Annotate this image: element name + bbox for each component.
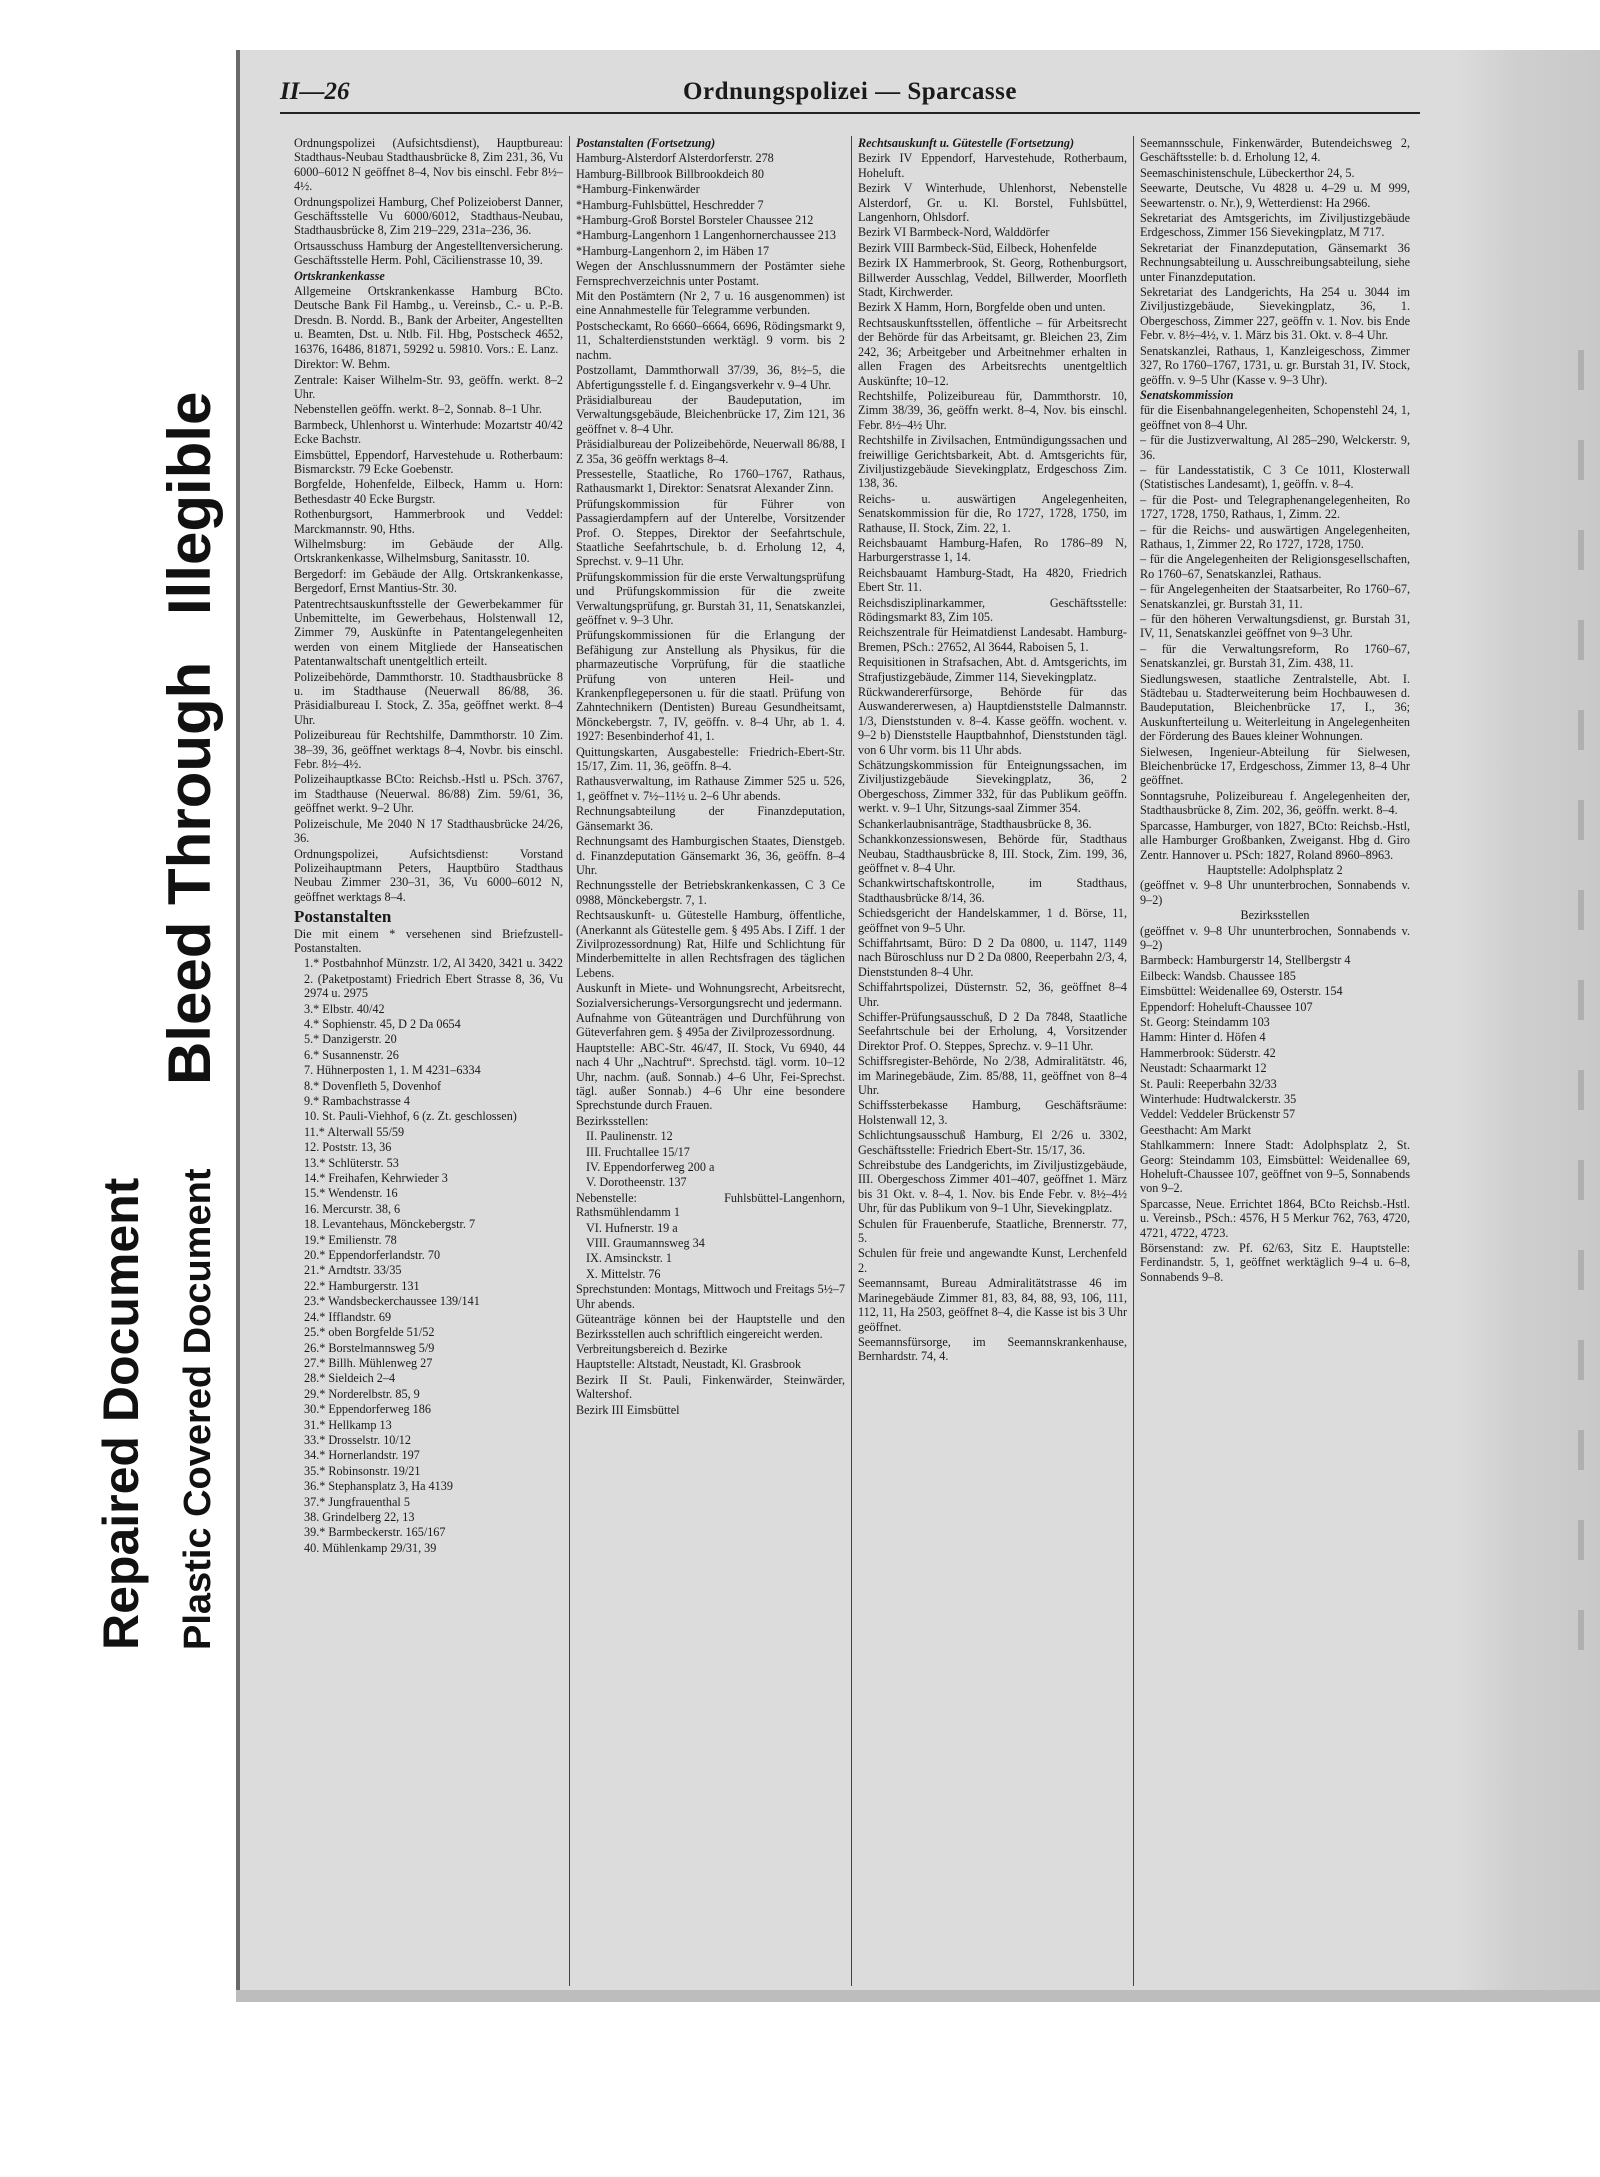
directory-entry: Rechnungsabteilung der Finanzdeputation, Gänsemarkt 36. (576, 804, 845, 833)
directory-entry: Schätzungskommission für Enteignungssachen, im Ziviljustizgebäude Sievekingplatz, 36, 2 Obergeschoss, Zimmer 332, für das Publikum geöffn. werkt. v. 9–1 Uhr, Sitzungs-saal Zimmer 354. (858, 758, 1127, 816)
directory-entry: Ortskrankenkasse (294, 268, 385, 283)
directory-entry: Bezirk VIII Barmbeck-Süd, Eilbeck, Hohenfelde (858, 240, 1097, 255)
directory-entry: Bezirksstellen (1240, 908, 1310, 923)
page-header (280, 78, 1420, 114)
directory-entry: 3.* Elbstr. 40/42 (304, 1001, 385, 1016)
directory-entry: Ordnungspolizei Hamburg, Chef Polizeioberst Danner, Geschäftsstelle Vu 6000/6012, Stadthaus-Neubau, Stadthausbrücke 8, Zim 219–229, 231a–236, 36. (294, 194, 563, 238)
directory-entry: Eilbeck: Wandsb. Chaussee 185 (1140, 968, 1296, 983)
directory-entry: 31.* Hellkamp 13 (304, 1417, 392, 1432)
directory-entry: V. Dorotheenstr. 137 (586, 1175, 687, 1190)
directory-entry: 6.* Susannenstr. 26 (304, 1047, 399, 1062)
directory-entry: Polizeibureau für Rechtshilfe, Dammthorstr. 10 Zim. 38–39, 36, geöffnet werktags 8–4, Novbr. bis einschl. Febr. 8½–4½. (294, 728, 563, 772)
directory-entry: Eppendorf: Hoheluft-Chaussee 107 (1140, 999, 1313, 1014)
directory-columns (288, 136, 1416, 1986)
directory-entry: Prüfungskommission für die erste Verwaltungsprüfung und Prüfungskommission für die zweite Verwaltungsprüfung, gr. Burstah 31, 11, Senatskanzlei, geöffnet v. 9–3 Uhr. (576, 569, 845, 627)
directory-entry: Schankkonzessionswesen, Behörde für, Stadthaus Neubau, Stadthausbrücke 8, III. Stock, Zim. 199, 36, geöffnet v. 8–4 Uhr. (858, 832, 1127, 875)
directory-entry: Ortsausschuss Hamburg der Angestelltenversicherung. Geschäftsstelle Herm. Pohl, Cäcilienstrasse 10, 39. (294, 238, 563, 268)
directory-entry: Rechtshilfe, Polizeibureau für, Dammthorstr. 10, Zimm 38/39, 36, geöffn werkt. 8–4, Nov. bis einschl. Febr. 8½–4½ Uhr. (858, 388, 1127, 432)
directory-entry: Nebenstelle: Fuhlsbüttel-Langenhorn, Rathsmühlendamm 1 (576, 1190, 845, 1220)
directory-entry: Eimsbüttel: Weidenallee 69, Osterstr. 154 (1140, 984, 1343, 999)
directory-entry: – für Landesstatistik, C 3 Ce 1011, Klosterwall (Statistisches Landesamt), 1, geöffn. v. 8–4. (1140, 462, 1410, 492)
directory-entry: Schlichtungsausschuß Hamburg, El 2/26 u. 3302, Geschäftsstelle: Friedrich Ebert-Str. 15/17, 36. (858, 1128, 1127, 1157)
directory-entry: Bezirk V Winterhude, Uhlenhorst, Nebenstelle Alsterdorf, Gr. u. Kl. Borstel, Fuhlsbüttel, Langenhorn, Ohlsdorf. (858, 181, 1127, 225)
directory-entry: 39.* Barmbeckerstr. 165/167 (304, 1525, 446, 1540)
directory-entry: 19.* Emilienstr. 78 (304, 1232, 397, 1247)
page-number: II—26 (280, 78, 350, 105)
directory-entry: Postanstalten (Fortsetzung) (576, 136, 716, 150)
directory-entry: Verbreitungsbereich d. Bezirke (576, 1341, 728, 1356)
directory-entry: Nebenstellen geöffn. werkt. 8–2, Sonnab. 8–1 Uhr. (294, 402, 542, 417)
directory-entry: 28.* Sieldeich 2–4 (304, 1371, 396, 1386)
directory-entry: Bezirk VI Barmbeck-Nord, Walddörfer (858, 225, 1050, 240)
directory-entry: Polizeibehörde, Dammthorstr. 10. Stadthausbrücke 8 u. im Stadthause (Neuerwall 86/88, 36. Präsidialbureau I. Stock, Z. 35a, geöffnet werkt. 8–4 Uhr. (294, 669, 563, 727)
directory-entry: Polizeischule, Me 2040 N 17 Stadthausbrücke 24/26, 36. (294, 816, 563, 846)
directory-entry: *Hamburg-Finkenwärder (576, 182, 700, 197)
directory-entry: Schiffahrtspolizei, Düsternstr. 52, 36, geöffnet 8–4 Uhr. (858, 980, 1127, 1009)
directory-entry: St. Pauli: Reeperbahn 32/33 (1140, 1076, 1277, 1091)
directory-entry: Seemaschinistenschule, Lübeckerthor 24, 5. (1140, 165, 1355, 180)
directory-entry: Prüfungskommission für Führer von Passagierdampfern auf der Unterelbe, Vorsitzender Prof. O. Steppes, Direktor der Seefahrtschule, Staatliche Seefahrtschule, b. d. Erholung 12, 4, Sprechst. v. 9–11 Uhr. (576, 496, 845, 569)
directory-entry: Wilhelmsburg: im Gebäude der Allg. Ortskrankenkasse, Wilhelmsburg, Sanitasstr. 10. (294, 536, 563, 566)
directory-entry: Rückwandererfürsorge, Behörde für das Auswandererwesen, a) Hauptdienststelle Dalmannstr. 1/3, Dienststunden v. 8–4. Kasse geöffn. wochent. v. 9–2 b) Dienststelle Hauptbahnhof, Dienststunden tägl. von 6 Uhr vorm. bis 11 Uhr abds. (858, 685, 1127, 757)
directory-entry: Neustadt: Schaarmarkt 12 (1140, 1061, 1267, 1076)
directory-entry: *Hamburg-Langenhorn 2, im Häben 17 (576, 243, 770, 258)
directory-entry: Seewarte, Deutsche, Vu 4828 u. 4–29 u. M 999, Seewartenstr. o. Nr.), 9, Wetterdienst: Ha 2966. (1140, 181, 1410, 210)
directory-entry: VIII. Graumannsweg 34 (586, 1236, 705, 1251)
directory-entry: 20.* Eppendorferlandstr. 70 (304, 1248, 441, 1263)
directory-entry: 23.* Wandsbeckerchaussee 139/141 (304, 1294, 480, 1309)
directory-entry: – für die Justizverwaltung, Al 285–290, Welckerstr. 9, 36. (1140, 433, 1410, 462)
directory-entry: Pressestelle, Staatliche, Ro 1760–1767, Rathaus, Rathausmarkt 1, Direktor: Senatsrat Alexander Zinn. (576, 466, 845, 496)
directory-entry: Schankwirtschaftskontrolle, im Stadthaus, Stadthausbrücke 8/14, 36. (858, 876, 1127, 905)
directory-entry: Sielwesen, Ingenieur-Abteilung für Sielwesen, Bleichenbrücke 17, Erdgeschoss, Zimmer 13, 8–4 Uhr geöffnet. (1140, 744, 1410, 788)
directory-entry: 36.* Stephansplatz 3, Ha 4139 (304, 1479, 453, 1494)
directory-entry: Schiffer-Prüfungsausschuß, D 2 Da 7848, Staatliche Seefahrtschule bei der Erholung, 4, Vorsitzender Direktor Prof. O. Steppes, Sprechz. v. 9–11 Uhr. (858, 1009, 1127, 1053)
directory-entry: 34.* Hornerlandstr. 197 (304, 1448, 420, 1463)
directory-entry: Rechtsauskunft- u. Gütestelle Hamburg, öffentliche, (Anerkannt als Gütestelle gem. § 495 Abs. I Ziff. 1 der Zivilprozessordnung) Rat, Hilfe und Schlichtung für Minderbemittelte in allen Rechtsfragen des täglichen Lebens. (576, 908, 845, 980)
directory-entry: Barmbeck: Hamburgerstr 14, Stellbergstr 4 (1140, 953, 1351, 968)
directory-entry: Bezirksstellen: (576, 1113, 649, 1128)
directory-entry: *Hamburg-Langenhorn 1 Langenhornerchaussee 213 (576, 228, 837, 243)
directory-entry: Reichs- u. auswärtigen Angelegenheiten, Senatskommission für die, Ro 1727, 1728, 1750, im Rathause, II. Stock, Zim. 22, 1. (858, 491, 1127, 535)
directory-entry: 26.* Borstelmannsweg 5/9 (304, 1340, 435, 1355)
directory-entry: Schreibstube des Landgerichts, im Ziviljustizgebäude, III. Obergeschoss Zimmer 401–407, geöffnet 1. März bis 31 Okt. v. 8–4, 1. Nov. bis Ende Febr. v. 8½–4½ Uhr, für das Publikum von 9–1 Uhr, Sievekingplatz. (858, 1158, 1127, 1216)
scanned-page (236, 50, 1600, 2002)
directory-entry: Hauptstelle: Adolphsplatz 2 (1207, 862, 1343, 877)
directory-entry: 24.* Ifflandstr. 69 (304, 1309, 392, 1324)
directory-entry: (geöffnet v. 9–8 Uhr ununterbrochen, Sonnabends v. 9–2) (1140, 923, 1410, 952)
directory-entry: 2. (Paketpostamt) Friedrich Ebert Strasse 8, 36, Vu 2974 u. 2975 (304, 971, 563, 1001)
directory-entry: – für Angelegenheiten der Staatsarbeiter, Ro 1760–67, Senatskanzlei, gr. Burstah 31, 11. (1140, 582, 1410, 611)
directory-entry: 25.* oben Borgfelde 51/52 (304, 1325, 435, 1340)
directory-entry: Reichsdisziplinarkammer, Geschäftsstelle: Rödingsmarkt 83, Zim 105. (858, 595, 1127, 624)
binding-marks (1578, 350, 1584, 1650)
directory-entry: 10. St. Pauli-Viehhof, 6 (z. Zt. geschlossen) (304, 1109, 517, 1124)
directory-entry: 1.* Postbahnhof Münzstr. 1/2, Al 3420, 3421 u. 3422 (304, 956, 563, 971)
directory-entry: Ordnungspolizei, Aufsichtsdienst: Vorstand Polizeihauptmann Peters, Hauptbüro Stadthaus Neubau Zimmer 230–31, 36, Vu 6000–6012 N, geöffnet werktags 8–4. (294, 846, 563, 904)
directory-entry: – für die Angelegenheiten der Religionsgesellschaften, Ro 1760–67, Senatskanzlei, Rathaus. (1140, 552, 1410, 581)
directory-entry: (geöffnet v. 9–8 Uhr ununterbrochen, Sonnabends v. 9–2) (1140, 878, 1410, 907)
directory-entry: Stahlkammern: Innere Stadt: Adolphsplatz 2, St. Georg: Steindamm 103, Eimsbüttel: Weidenallee 69, Hoheluft-Chaussee 107, geöffnet von 9–5, Sonnabends von 9–2. (1140, 1138, 1410, 1196)
directory-entry: 22.* Hamburgerstr. 131 (304, 1278, 420, 1293)
directory-entry: Senatskommission (1140, 387, 1234, 402)
directory-entry: VI. Hufnerstr. 19 a (586, 1220, 678, 1235)
directory-entry: II. Paulinenstr. 12 (586, 1129, 673, 1144)
directory-entry: Bezirk IV Eppendorf, Harvestehude, Rotherbaum, Hoheluft. (858, 151, 1127, 180)
column-3 (852, 136, 1134, 1986)
directory-entry: Hamm: Hinter d. Höfen 4 (1140, 1030, 1266, 1045)
page-bottom-edge (236, 1990, 1600, 2002)
directory-entry: 16. Mercurstr. 38, 6 (304, 1201, 401, 1216)
directory-entry: Güteanträge können bei der Hauptstelle und den Bezirksstellen auch schriftlich eingereicht werden. (576, 1312, 845, 1341)
directory-entry: 15.* Wendenstr. 16 (304, 1186, 398, 1201)
directory-entry: Bezirk X Hamm, Horn, Borgfelde oben und unten. (858, 300, 1106, 315)
column-2 (570, 136, 852, 1986)
directory-entry: Borgfelde, Hohenfelde, Eilbeck, Hamm u. Horn: Bethesdastr 40 Ecke Burgstr. (294, 477, 563, 506)
repaired-document-label: Repaired Document (93, 1177, 149, 1650)
directory-entry: 27.* Billh. Mühlenweg 27 (304, 1355, 433, 1370)
directory-entry: Hauptstelle: ABC-Str. 46/47, II. Stock, Vu 6940, 44 nach 4 Uhr „Nachtruf“. Sprechstd. tägl. vorm. 10–12 Uhr, nachm. (auß. Sonnab.) 4–6 Uhr, Fei-Sprechst. tägl. außer Sonnab.) 4–6 Uhr eine besondere Sprechstunde durch Frauen. (576, 1040, 845, 1113)
directory-entry: Eimsbüttel, Eppendorf, Harvestehude u. Rotherbaum: Bismarckstr. 79 Ecke Goebenstr. (294, 447, 563, 476)
directory-entry: 33.* Drosselstr. 10/12 (304, 1432, 411, 1447)
directory-entry: Senatskanzlei, Rathaus, 1, Kanzleigeschoss, Zimmer 327, Ro 1760–1767, 1731, u. gr. Burstah 31, IV. Stock, geöffn. v. 9–5 Uhr (Kasse v. 9–3 Uhr). (1140, 343, 1410, 387)
directory-entry: Rechtshilfe in Zivilsachen, Entmündigungssachen und freiwillige Gerichtsbarkeit, Abt. d. Amtsgerichts für, Ziviljustizgebäude Sievekingplatz, Erdgeschoss Zim. 138, 36. (858, 433, 1127, 491)
directory-entry: Rechnungsstelle der Betriebskrankenkassen, C 3 Ce 0988, Mönckebergstr. 7, 1. (576, 878, 845, 907)
plastic-covered-label: Plastic Covered Document (177, 1168, 219, 1650)
directory-entry: Präsidialbureau der Baudeputation, im Verwaltungsgebäude, Bleichenbrücke 17, Zim 121, 36 geöffnet v. 8–4 Uhr. (576, 392, 845, 436)
directory-entry: Rechnungsamt des Hamburgischen Staates, Dienstgeb. d. Finanzdeputation Gänsemarkt 36, 36, geöffn. 8–4 Uhr. (576, 834, 845, 877)
directory-entry: Schiffsregister-Behörde, No 2/38, Admiralitätstr. 46, im Marinegebäude, Zim. 85/88, 11, geöffnet von 8–4 Uhr. (858, 1054, 1127, 1097)
directory-entry: *Hamburg-Groß Borstel Borsteler Chaussee 212 (576, 213, 814, 228)
directory-entry: Polizeihauptkasse BCto: Reichsb.-Hstl u. PSch. 3767, im Stadthause (Neuerwal. 86/88) Zim. 59/61, 36, geöffnet werkt. 9–2 Uhr. (294, 772, 563, 816)
directory-entry: St. Georg: Steindamm 103 (1140, 1014, 1270, 1029)
directory-entry: Rathausverwaltung, im Rathause Zimmer 525 u. 526, 1, geöffnet v. 7½–11½ u. 2–6 Uhr abends. (576, 774, 845, 803)
directory-entry: Bezirk II St. Pauli, Finkenwärder, Steinwärder, Waltershof. (576, 1372, 845, 1402)
directory-entry: – für den höheren Verwaltungsdienst, gr. Burstah 31, IV, 11, Senatskanzlei geöffnet von 9–3 Uhr. (1140, 612, 1410, 641)
directory-entry: Geesthacht: Am Markt (1140, 1122, 1252, 1137)
directory-entry: 9.* Rambachstrasse 4 (304, 1094, 410, 1108)
directory-entry: Auskunft in Miete- und Wohnungsrecht, Arbeitsrecht, Sozialversicherungs-Versorgungsrecht und jedermann. (576, 981, 845, 1010)
directory-entry: Seemannsfürsorge, im Seemannskrankenhause, Bernhardstr. 74, 4. (858, 1334, 1127, 1364)
directory-entry: 37.* Jungfrauenthal 5 (304, 1494, 410, 1509)
directory-entry: Patentrechtsauskunftsstelle der Gewerbekammer für Unbemittelte, im Gewerbehaus, Holstenwall 12, Zimmer 79, Auskünfte in Patentangelegenheiten werden von einem Mitgliede der Hanseatischen Patentanwaltschaft unentgeltlich erteilt. (294, 596, 563, 669)
directory-entry: 13.* Schlüterstr. 53 (304, 1155, 399, 1170)
directory-entry: Bezirk IX Hammerbrook, St. Georg, Rothenburgsort, Billwerder Ausschlag, Veddel, Billwerder, Moorfleth Stadt, Kirchwerder. (858, 256, 1127, 300)
directory-entry: Wegen der Anschlussnummern der Postämter siehe Fernsprechverzeichnis unter Postamt. (576, 259, 845, 288)
directory-entry: *Hamburg-Fuhlsbüttel, Heschredder 7 (576, 197, 764, 212)
directory-entry: Postscheckamt, Ro 6660–6664, 6696, Rödingsmarkt 9, 11, Schalterdienststunden werktägl. 9 vorm. bis 2 nachm. (576, 318, 845, 362)
directory-entry: Börsenstand: zw. Pf. 62/63, Sitz E. Hauptstelle: Ferdinandstr. 5, 1, geöffnet werktäglich 9–4 u. 6–8, Sonnabends 9–8. (1140, 1241, 1410, 1284)
directory-entry: Zentrale: Kaiser Wilhelm-Str. 93, geöffn. werkt. 8–2 Uhr. (294, 372, 563, 401)
directory-entry: Bezirk III Eimsbüttel (576, 1402, 680, 1417)
directory-entry: Hamburg-Alsterdorf Alsterdorferstr. 278 (576, 151, 774, 166)
directory-entry: Aufnahme von Güteanträgen und Durchführung von Güteverfahren gem. § 495a der Zivilprozessordnung. (576, 1010, 845, 1040)
directory-entry: Reichszentrale für Heimatdienst Landesabt. Hamburg-Bremen, PSch.: 27652, Al 3644, Raboisen 5, 1. (858, 625, 1127, 654)
directory-entry: – für die Reichs- und auswärtigen Angelegenheiten, Rathaus, 1, Zimmer 22, Ro 1727, 1728, 1750. (1140, 522, 1410, 551)
directory-entry: Rechtsauskunftsstellen, öffentliche – für Arbeitsrecht der Behörde für das Arbeitsamt, gr. Bleichen 23, Zim 242, 36; Arbeitgeber und Arbeitnehmer erhalten in allen Fragen des Arbeitsrechts unentgeltlich Auskünfte; 10–12. (858, 315, 1127, 388)
directory-entry: Requisitionen in Strafsachen, Abt. d. Amtsgerichts, im Strafjustizgebäude, Zimmer 114, Sievekingplatz. (858, 655, 1127, 684)
directory-entry: 38. Grindelberg 22, 13 (304, 1509, 415, 1524)
directory-entry: IX. Amsinckstr. 1 (586, 1251, 672, 1266)
directory-entry: Schankerlaubnisanträge, Stadthausbrücke 8, 36. (858, 816, 1092, 831)
directory-entry: 8.* Dovenfleth 5, Dovenhof (304, 1078, 442, 1093)
directory-entry: Direktor: W. Behm. (294, 357, 391, 372)
directory-entry: X. Mittelstr. 76 (586, 1266, 661, 1281)
directory-entry: Veddel: Veddeler Brückenstr 57 (1140, 1107, 1296, 1122)
column-4 (1134, 136, 1416, 1986)
directory-entry: Siedlungswesen, staatliche Zentralstelle, Abt. I. Städtebau u. Stadterweiterung beim Hochbauwesen d. Baudeputation, Bleichenbrücke 17, I., 36; Auskunfterteilung u. Weiterleitung in Angelegenheiten der Förderung des Baues kleiner Wohnungen. (1140, 671, 1410, 744)
directory-entry: Quittungskarten, Ausgabestelle: Friedrich-Ebert-Str. 15/17, Zim. 11, 36, geöffn. 8–4. (576, 744, 845, 774)
directory-entry: Reichsbauamt Hamburg-Stadt, Ha 4820, Friedrich Ebert Str. 11. (858, 565, 1127, 595)
running-title: Ordnungspolizei — Sparcasse (683, 78, 1017, 105)
directory-entry: 29.* Norderelbstr. 85, 9 (304, 1386, 420, 1401)
directory-entry: Barmbeck, Uhlenhorst u. Winterhude: Mozartstr 40/42 Ecke Bachstr. (294, 417, 563, 447)
directory-entry: Präsidialbureau der Polizeibehörde, Neuerwall 86/88, I Z 35a, 36 geöffn werktags 8–4. (576, 437, 845, 466)
directory-entry: Schiedsgericht der Handelskammer, 1 d. Börse, 11, geöffnet von 9–5 Uhr. (858, 906, 1127, 935)
directory-entry: Bergedorf: im Gebäude der Allg. Ortskrankenkasse, Bergedorf, Ernst Mantius-Str. 30. (294, 566, 563, 596)
directory-entry: Sonntagsruhe, Polizeibureau f. Angelegenheiten der, Stadthausbrücke 8, Zim. 202, 36, geöffn. werkt. 8–4. (1140, 788, 1410, 818)
directory-entry: 11.* Alterwall 55/59 (304, 1124, 405, 1139)
directory-entry: für die Eisenbahnangelegenheiten, Schopenstehl 24, 1, geöffnet von 8–4 Uhr. (1140, 403, 1410, 432)
directory-entry: Mit den Postämtern (Nr 2, 7 u. 16 ausgenommen) ist eine Annahmestelle für Telegramme verbunden. (576, 289, 845, 318)
directory-entry: Schiffahrtsamt, Büro: D 2 Da 0800, u. 1147, 1149 nach Büroschluss nur D 2 Da 0800, Reeperbahn 2/3, 4, Dienststunden 8–4 Uhr. (858, 935, 1127, 979)
directory-entry: 40. Mühlenkamp 29/31, 39 (304, 1540, 437, 1555)
directory-entry: Postanstalten (294, 907, 392, 927)
bleed-through-label: Bleed Through (156, 661, 223, 1085)
directory-entry: 5.* Danzigerstr. 20 (304, 1032, 397, 1047)
directory-entry: Sekretariat der Finanzdeputation, Gänsemarkt 36 Rechnungsabteilung u. Ausschreibungsabteilung, siehe unter Finanzdeputation. (1140, 240, 1410, 284)
directory-entry: Schulen für Frauenberufe, Staatliche, Brennerstr. 77, 5. (858, 1216, 1127, 1246)
directory-entry: Reichsbauamt Hamburg-Hafen, Ro 1786–89 N, Harburgerstrasse 1, 14. (858, 535, 1127, 565)
directory-entry: Hamburg-Billbrook Billbrookdeich 80 (576, 166, 764, 181)
directory-entry: Prüfungskommissionen für die Erlangung der Befähigung zur Anstellung als Physikus, für die pharmazeutische Vorprüfung, für die staatliche Prüfung von unteren Heil- und Krankenpflegepersonen u. für die staatl. Prüfung von Zahntechnikern (Dentisten) Bureau Gesundheitsamt, Mönckebergstr. 7, IV, geöffn. v. 8–4 Uhr, ab 1. 4. 1927: Besenbinderhof 41, 1. (576, 628, 845, 744)
directory-entry: Schiffssterbekasse Hamburg, Geschäftsräume: Holstenwall 12, 3. (858, 1098, 1127, 1127)
directory-entry: Winterhude: Hudtwalckerstr. 35 (1140, 1092, 1297, 1106)
directory-entry: Sparcasse, Hamburger, von 1827, BCto: Reichsb.-Hstl, alle Hamburger Großbanken, Zweiganst. Hbg d. Giro Zentr. Hannover u. PSch: 1827, Roland 8960–8963. (1140, 818, 1410, 862)
directory-entry: Sparcasse, Neue. Errichtet 1864, BCto Reichsb.-Hstl. u. Vereinsb., PSch.: 4576, H 5 Merkur 762, 763, 4720, 4721, 4722, 4723. (1140, 1196, 1410, 1240)
directory-entry: Hammerbrook: Süderstr. 42 (1140, 1045, 1276, 1060)
directory-entry: – für die Verwaltungsreform, Ro 1760–67, Senatskanzlei, gr. Burstah 31, Zim. 438, 11. (1140, 641, 1410, 671)
illegible-label: Illegible (156, 391, 223, 615)
directory-entry: III. Fruchtallee 15/17 (586, 1144, 690, 1159)
directory-entry: Schulen für freie und angewandte Kunst, Lerchenfeld 2. (858, 1246, 1127, 1275)
directory-entry: Die mit einem * versehenen sind Briefzustell-Postanstalten. (294, 926, 563, 955)
directory-entry: Seemannsschule, Finkenwärder, Butendeichsweg 2, Geschäftsstelle: b. d. Erholung 12, 4. (1140, 136, 1410, 165)
directory-entry: 21.* Arndtstr. 33/35 (304, 1263, 402, 1278)
directory-entry: 4.* Sophienstr. 45, D 2 Da 0654 (304, 1016, 461, 1031)
directory-entry: Hauptstelle: Altstadt, Neustadt, Kl. Grasbrook (576, 1357, 802, 1372)
directory-entry: Rechtsauskunft u. Gütestelle (Fortsetzung) (858, 136, 1075, 150)
directory-entry: Postzollamt, Dammthorwall 37/39, 36, 8½–5, die Abfertigungsstelle f. d. Eingangsverkehr v. 9–4 Uhr. (576, 363, 845, 392)
directory-entry: Rothenburgsort, Hammerbrook und Veddel: Marckmannstr. 90, Hths. (294, 507, 563, 536)
directory-entry: 12. Poststr. 13, 36 (304, 1140, 392, 1155)
directory-entry: Sekretariat des Landgerichts, Ha 254 u. 3044 im Ziviljustizgebäude, Sievekingplatz, 36, 1. Obergeschoss, Zimmer 227, geöffn v. 1. Nov. bis Ende Febr. v. 8½–4½, v. 1. März bis 31. Okt. v. 8–4 Uhr. (1140, 285, 1410, 343)
directory-entry: IV. Eppendorferweg 200 a (586, 1160, 715, 1175)
directory-entry: Sprechstunden: Montags, Mittwoch und Freitags 5½–7 Uhr abends. (576, 1282, 845, 1311)
directory-entry: Seemannsamt, Bureau Admiralitätstrasse 46 im Marinegebäude Zimmer 81, 83, 84, 88, 93, 106, 111, 112, 11, Ha 2503, geöffnet 8–4, die Kasse ist bis 3 Uhr geöffnet. (858, 1276, 1127, 1334)
directory-entry: – für die Post- und Telegraphenangelegenheiten, Ro 1727, 1728, 1750, Rathaus, 1, Zimm. 22. (1140, 492, 1410, 522)
directory-entry: 7. Hühnerposten 1, 1. M 4231–6334 (304, 1063, 481, 1078)
directory-entry: Ordnungspolizei (Aufsichtsdienst), Hauptbureau: Stadthaus-Neubau Stadthausbrücke 8, Zim 231, 36, Vu 6000–6012 N geöffnet 8–4, Nov bis einschl. Febr 8½–4½. (294, 136, 563, 194)
directory-entry: 14.* Freihafen, Kehrwieder 3 (304, 1171, 448, 1186)
directory-entry: Sekretariat des Amtsgerichts, im Ziviljustizgebäude Erdgeschoss, Zimmer 156 Sievekingplatz, M 717. (1140, 211, 1410, 240)
directory-entry: 35.* Robinsonstr. 19/21 (304, 1463, 421, 1478)
directory-entry: 18. Levantehaus, Mönckebergstr. 7 (304, 1217, 476, 1232)
column-1 (288, 136, 570, 1986)
directory-entry: Allgemeine Ortskrankenkasse Hamburg BCto. Deutsche Bank Fil Hambg., u. Vereinsb., C.- u. P.-B. Dresdn. B. Nordd. B., Bank der Arbeiter, Angestellten u. Beamten, Dst. u. Ntlb. Fil. Hbg, Postscheck 4652, 16376, 16486, 81871, 59292 u. 59810. Vors.: E. Lanz. (294, 284, 563, 356)
directory-entry: 30.* Eppendorferweg 186 (304, 1402, 431, 1417)
